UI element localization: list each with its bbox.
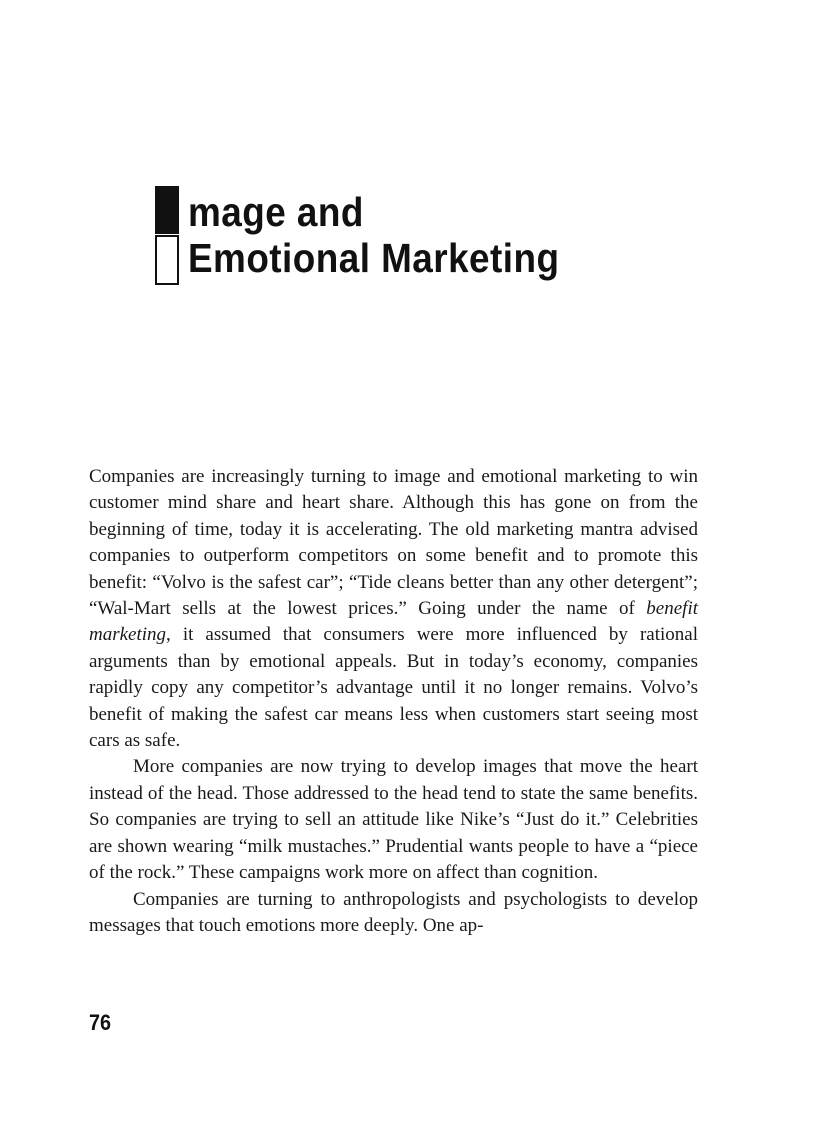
paragraph-3: Companies are turning to anthropologists and psychologists to develop messages that touch emotions more deeply. One ap- xyxy=(89,888,698,936)
drop-letter-filled-block xyxy=(155,186,179,234)
paragraph-1-italic-term: benefit marketing xyxy=(89,598,698,646)
drop-letter-mark xyxy=(155,186,179,286)
paragraph-1 xyxy=(89,464,698,754)
page-number: 76 xyxy=(89,1010,112,1035)
body-text xyxy=(89,464,698,939)
paragraph-1-text-b: , it assumed that consumers were more influenced by rational arguments than by emotional appeals. But in today’s economy, companies rapidly copy any competitor’s advantage until it no longer remains. Volvo’s benefit of making the safest car means less when customers start seeing most cars as safe. xyxy=(89,624,698,752)
paragraph-1-text-a: Companies are increasingly turning to image and emotional marketing to win customer mind share and heart share. Although this has gone on from the beginning of time, today it is accelerating. The old marketing mantra advised companies to outperform competitors on some benefit and to promote this benefit: “Volvo is the safest car”; “Tide cleans better than any other detergent”; “Wal-Mart sells at the lowest prices.” Going under the name of xyxy=(89,466,698,620)
drop-letter-hollow-block xyxy=(155,235,179,285)
chapter-title-line-2: Emotional Marketing xyxy=(188,235,560,281)
paragraph-2: More companies are now trying to develop images that move the heart instead of the head. Those addressed to the head tend to state the same benefits. So companies are trying to sell an attitude like Nike’s “Just do it.” Celebrities are shown wearing “milk mustaches.” Prudential wants people to have a “piece of the rock.” These campaigns work more on affect than cognition. xyxy=(89,756,698,884)
chapter-title-line-1: mage and xyxy=(188,189,364,235)
